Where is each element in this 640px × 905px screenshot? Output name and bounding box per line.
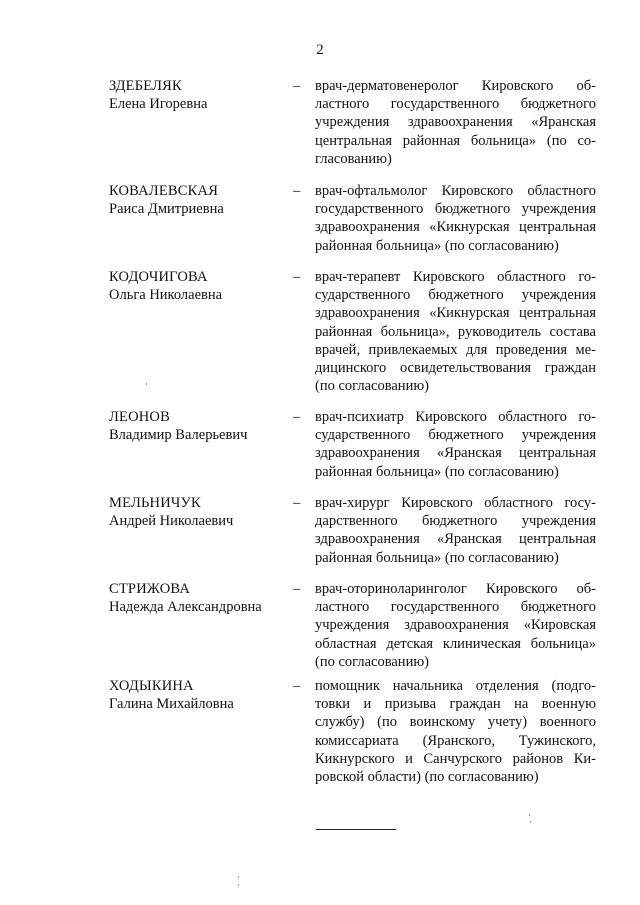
role-line: ровской области) (по согласованию)	[315, 768, 539, 785]
member-surname: КОДОЧИГОВА	[109, 269, 208, 285]
member-surname: ЛЕОНОВ	[109, 409, 170, 425]
member-name	[109, 580, 294, 616]
role-line: учреждения здравоохранения «Кировская	[315, 617, 596, 634]
role-line: Кикнурского и Санчурского районов Ки-	[315, 750, 596, 767]
dash-separator: –	[293, 269, 301, 285]
member-surname: СТРИЖОВА	[109, 581, 190, 597]
role-line: врач-офтальмолог Кировского областного	[315, 183, 596, 199]
member-name	[109, 408, 294, 444]
role-line: врач-оториноларинголог Кировского об-	[315, 581, 596, 597]
role-line: врач-хирург Кировского областного госу-	[315, 495, 596, 511]
member-surname: МЕЛЬНИЧУК	[109, 495, 201, 511]
role-line: центральная районная больница» (по со-	[315, 132, 596, 149]
member-given-name: Ольга Николаевна	[109, 287, 223, 304]
role-line: областная детская клиническая больница»	[315, 635, 596, 652]
scan-speck	[529, 814, 530, 816]
dash-separator: –	[293, 678, 301, 694]
page-number: 2	[316, 42, 324, 58]
member-given-name: Галина Михайловна	[109, 696, 234, 713]
member-surname: КОВАЛЕВСКАЯ	[109, 183, 219, 199]
member-role	[315, 580, 596, 671]
member-role	[315, 408, 596, 481]
role-line: районная больница» (по согласованию)	[315, 549, 559, 566]
role-line: службу) (по воинскому учету) военного	[315, 714, 596, 731]
role-line: здравоохранения «Яранская центральная	[315, 531, 596, 548]
role-line: врачей, привлекаемых для проведения ме-	[315, 341, 596, 358]
member-name	[109, 494, 294, 530]
role-line: врач-психиатр Кировского областного го-	[315, 409, 596, 425]
member-role	[315, 677, 596, 786]
member-given-name: Елена Игоревна	[109, 96, 208, 113]
role-line: (по согласованию)	[315, 378, 429, 395]
member-given-name: Надежда Александровна	[109, 599, 262, 616]
role-line: районная больница», руководитель состава	[315, 323, 596, 340]
role-line: ластного государственного бюджетного	[315, 599, 596, 616]
member-name	[109, 182, 294, 218]
role-line: здравоохранения «Кикнурская центральная	[315, 305, 596, 322]
role-line: здравоохранения «Кикнурская центральная	[315, 219, 596, 236]
member-name	[109, 268, 294, 304]
member-given-name: Андрей Николаевич	[109, 513, 234, 530]
member-given-name: Раиса Дмитриевна	[109, 201, 224, 218]
member-surname: ХОДЫКИНА	[109, 678, 194, 694]
dash-separator: –	[293, 495, 301, 511]
member-surname: ЗДЕБЕЛЯК	[109, 78, 182, 94]
member-role	[315, 182, 596, 255]
role-line: товки и призыва граждан на военную	[315, 696, 596, 713]
member-name	[109, 677, 294, 713]
role-line: помощник начальника отделения (подго-	[315, 678, 596, 694]
role-line: районная больница» (по согласованию)	[315, 237, 559, 254]
dash-separator: –	[293, 183, 301, 199]
dash-separator: –	[293, 581, 301, 597]
scan-speck	[530, 821, 531, 823]
member-role	[315, 77, 596, 168]
member-given-name: Владимир Валерьевич	[109, 427, 248, 444]
member-role	[315, 494, 596, 567]
dash-separator: –	[293, 78, 301, 94]
role-line: дицинского освидетельствования граждан	[315, 359, 596, 376]
role-line: гласованию)	[315, 150, 392, 167]
role-line: врач-терапевт Кировского областного го-	[315, 269, 596, 285]
role-line: сударственного бюджетного учреждения	[315, 287, 596, 304]
scan-speck	[238, 884, 239, 886]
end-of-list-rule	[316, 829, 396, 830]
dash-separator: –	[293, 409, 301, 425]
role-line: врач-дерматовенеролог Кировского об-	[315, 78, 596, 94]
role-line: комиссариата (Яранского, Тужинского,	[315, 732, 596, 749]
role-line: (по согласованию)	[315, 653, 429, 670]
scan-speck	[238, 876, 239, 878]
role-line: учреждения здравоохранения «Яранская	[315, 114, 596, 131]
member-role	[315, 268, 596, 395]
role-line: сударственного бюджетного учреждения	[315, 427, 596, 444]
role-line: здравоохранения «Яранская центральная	[315, 445, 596, 462]
member-name	[109, 77, 294, 113]
role-line: районная больница» (по согласованию)	[315, 463, 559, 480]
role-line: государственного бюджетного учреждения	[315, 201, 596, 218]
scan-speck	[146, 383, 147, 385]
role-line: дарственного бюджетного учреждения	[315, 513, 596, 530]
role-line: ластного государственного бюджетного	[315, 96, 596, 113]
